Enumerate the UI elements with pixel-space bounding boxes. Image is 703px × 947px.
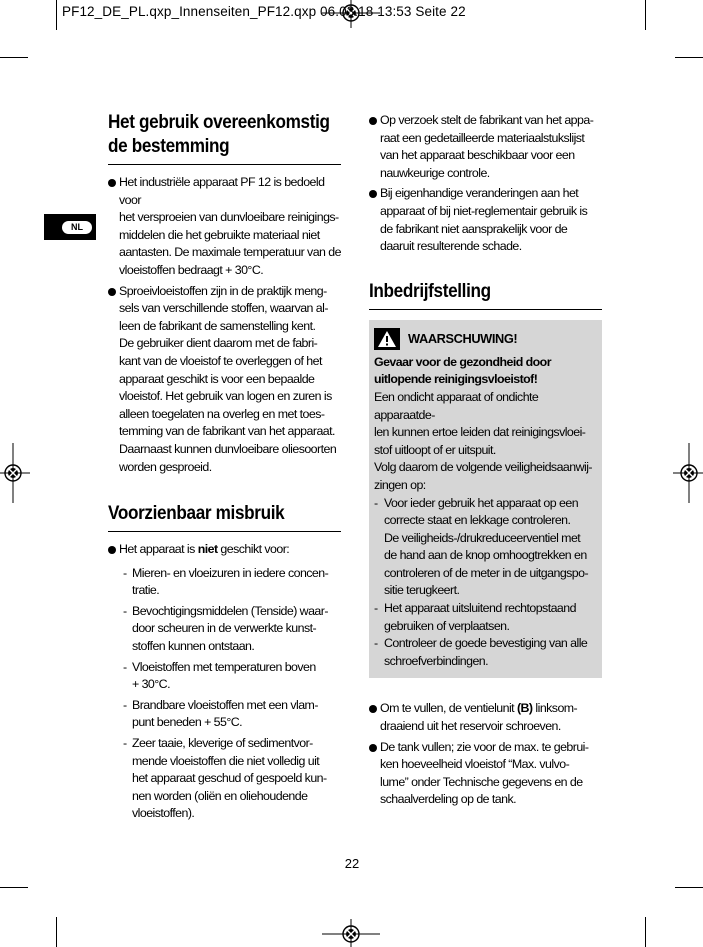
bullet-item: Op verzoek stelt de fabrikant van het appa- raat een gedetailleerde materiaalstukslijst van het apparaat beschikbaar voor een nauwkeurige controle. bbox=[369, 112, 602, 182]
heading-rule bbox=[108, 164, 341, 165]
dash-item: - Brandbare vloeistoffen met een vlam- punt beneden + 55°C. bbox=[123, 697, 318, 730]
dash-item: - Mieren- en vloeizuren in iedere concen- tratie. bbox=[123, 565, 329, 598]
warning-text bbox=[374, 389, 598, 495]
crop-mark bbox=[675, 57, 703, 58]
print-slug: PF12_DE_PL.qxp_Innenseiten_PF12.qxp 06.03.18 13:53 Seite 22 bbox=[62, 4, 466, 19]
bullet-item: Het apparaat is niet geschikt voor: bbox=[108, 541, 341, 559]
bullet-list bbox=[369, 112, 602, 256]
warning-dash-item: - Het apparaat uitsluitend rechtopstaand gebruiken of verplaatsen. bbox=[374, 601, 576, 633]
warning-subtitle: Gevaar voor de gezondheid door uitlopende reinigingsvloeistof! bbox=[374, 354, 551, 387]
bullet-icon bbox=[108, 179, 116, 187]
bullet-item: Bij eigenhandige veranderingen aan het apparaat of bij niet-reglementair gebruik is de fabrikant niet aansprakelijk voor de daaruit resulterende schade. bbox=[369, 185, 602, 255]
registration-mark-left bbox=[0, 443, 30, 503]
warning-line: stof uitloopt of er uitspuit. bbox=[374, 442, 496, 457]
dash-item: - Vloeistoffen met temperaturen boven + 30°C. bbox=[123, 659, 316, 692]
bullet-icon bbox=[369, 705, 377, 713]
crop-mark bbox=[645, 917, 646, 947]
section-heading: Het gebruik overeenkomstig de bestemming bbox=[108, 111, 330, 157]
warning-line: len kunnen ertoe leiden dat reinigingsvloei- bbox=[374, 425, 586, 440]
bullet-list bbox=[108, 174, 341, 476]
bullet-item: De tank vullen; zie voor de max. te gebrui- ken hoeveelheid vloeistof “Max. vulvo- lume” onder Technische gegevens en de schaalverdeling op de tank. bbox=[369, 739, 602, 809]
dash-item: - Zeer taaie, kleverige of sedimentvor- mende vloeistoffen die niet volledig uit het apparaat geschud of gespoeld kun- nen worden (oliën en oliehoudende vloeistoffen). bbox=[123, 736, 327, 821]
bullet-icon bbox=[369, 190, 377, 198]
dash-list bbox=[108, 565, 341, 823]
page-number: 22 bbox=[344, 856, 360, 871]
warning-line: Volg daarom de volgende veiligheidsaanwij- bbox=[374, 460, 592, 475]
warning-line: Een ondicht apparaat of ondichte apparaatde- bbox=[374, 389, 539, 422]
bullet-icon bbox=[369, 117, 377, 125]
right-column bbox=[369, 112, 602, 812]
bullet-icon bbox=[108, 288, 116, 296]
left-column bbox=[108, 110, 341, 826]
crop-mark bbox=[0, 887, 28, 888]
warning-box bbox=[369, 320, 602, 679]
bullet-item: Om te vullen, de ventielunit (B) linksom- draaiend uit het reservoir schroeven. bbox=[369, 700, 602, 735]
warning-dash-item: - Controleer de goede bevestiging van alle schroefverbindingen. bbox=[374, 636, 588, 668]
crop-mark bbox=[0, 57, 28, 58]
warning-line: zingen op: bbox=[374, 477, 426, 492]
warning-title: WAARSCHUWING! bbox=[374, 328, 598, 350]
warning-dash-list bbox=[374, 495, 598, 671]
crop-mark bbox=[56, 917, 57, 947]
heading-rule bbox=[369, 309, 602, 310]
crop-mark bbox=[645, 0, 646, 30]
crop-mark bbox=[56, 0, 57, 30]
bullet-item: Sproeivloeistoffen zijn in de praktijk meng- sels van verschillende stoffen, waarvan al- leen de fabrikant de samenstelling kent. De gebruiker dient daarom met de fabri- kant van de vloeistof te overleggen of het apparaat geschikt is voor een bepaalde vloeistof. Het gebruik van logen en zuren is alleen toegelaten na overleg en met toes- temming van de fabrikant van het apparaat. Daarnaast kunnen dunvloeibare oliesoorten worden gesproeid. bbox=[108, 283, 341, 477]
bullet-item: Het industriële apparaat PF 12 is bedoeld voor het versproeien van dunvloeibare reinigings- middelen die het gebruikte materiaal niet aantasten. De maximale temperatuur van de vloeistoffen bedraagt + 30°C. bbox=[108, 174, 341, 280]
warning-dash-item: - Voor ieder gebruik het apparaat op een correcte staat en lekkage controleren. De veiligheids-/drukreduceerventiel met de hand aan de knop omhoogtrekken en controleren of de meter in de uitgangspo- sitie terugkeert. bbox=[374, 495, 589, 598]
section-heading: Voorzienbaar misbruik bbox=[108, 502, 285, 525]
bullet-list bbox=[369, 700, 602, 809]
crop-mark bbox=[675, 887, 703, 888]
heading-rule bbox=[108, 531, 341, 532]
dash-item: - Bevochtigingsmiddelen (Tenside) waar- door scheuren in de verwerkte kunst- stoffen kunnen ontstaan. bbox=[123, 603, 328, 654]
bullet-icon bbox=[369, 744, 377, 752]
section-heading: Inbedrijfstelling bbox=[369, 279, 491, 302]
registration-mark-right bbox=[673, 443, 703, 503]
registration-mark-bottom bbox=[322, 919, 380, 947]
language-label: NL bbox=[62, 221, 92, 234]
bullet-icon bbox=[108, 546, 116, 554]
warning-triangle-icon bbox=[374, 328, 400, 350]
